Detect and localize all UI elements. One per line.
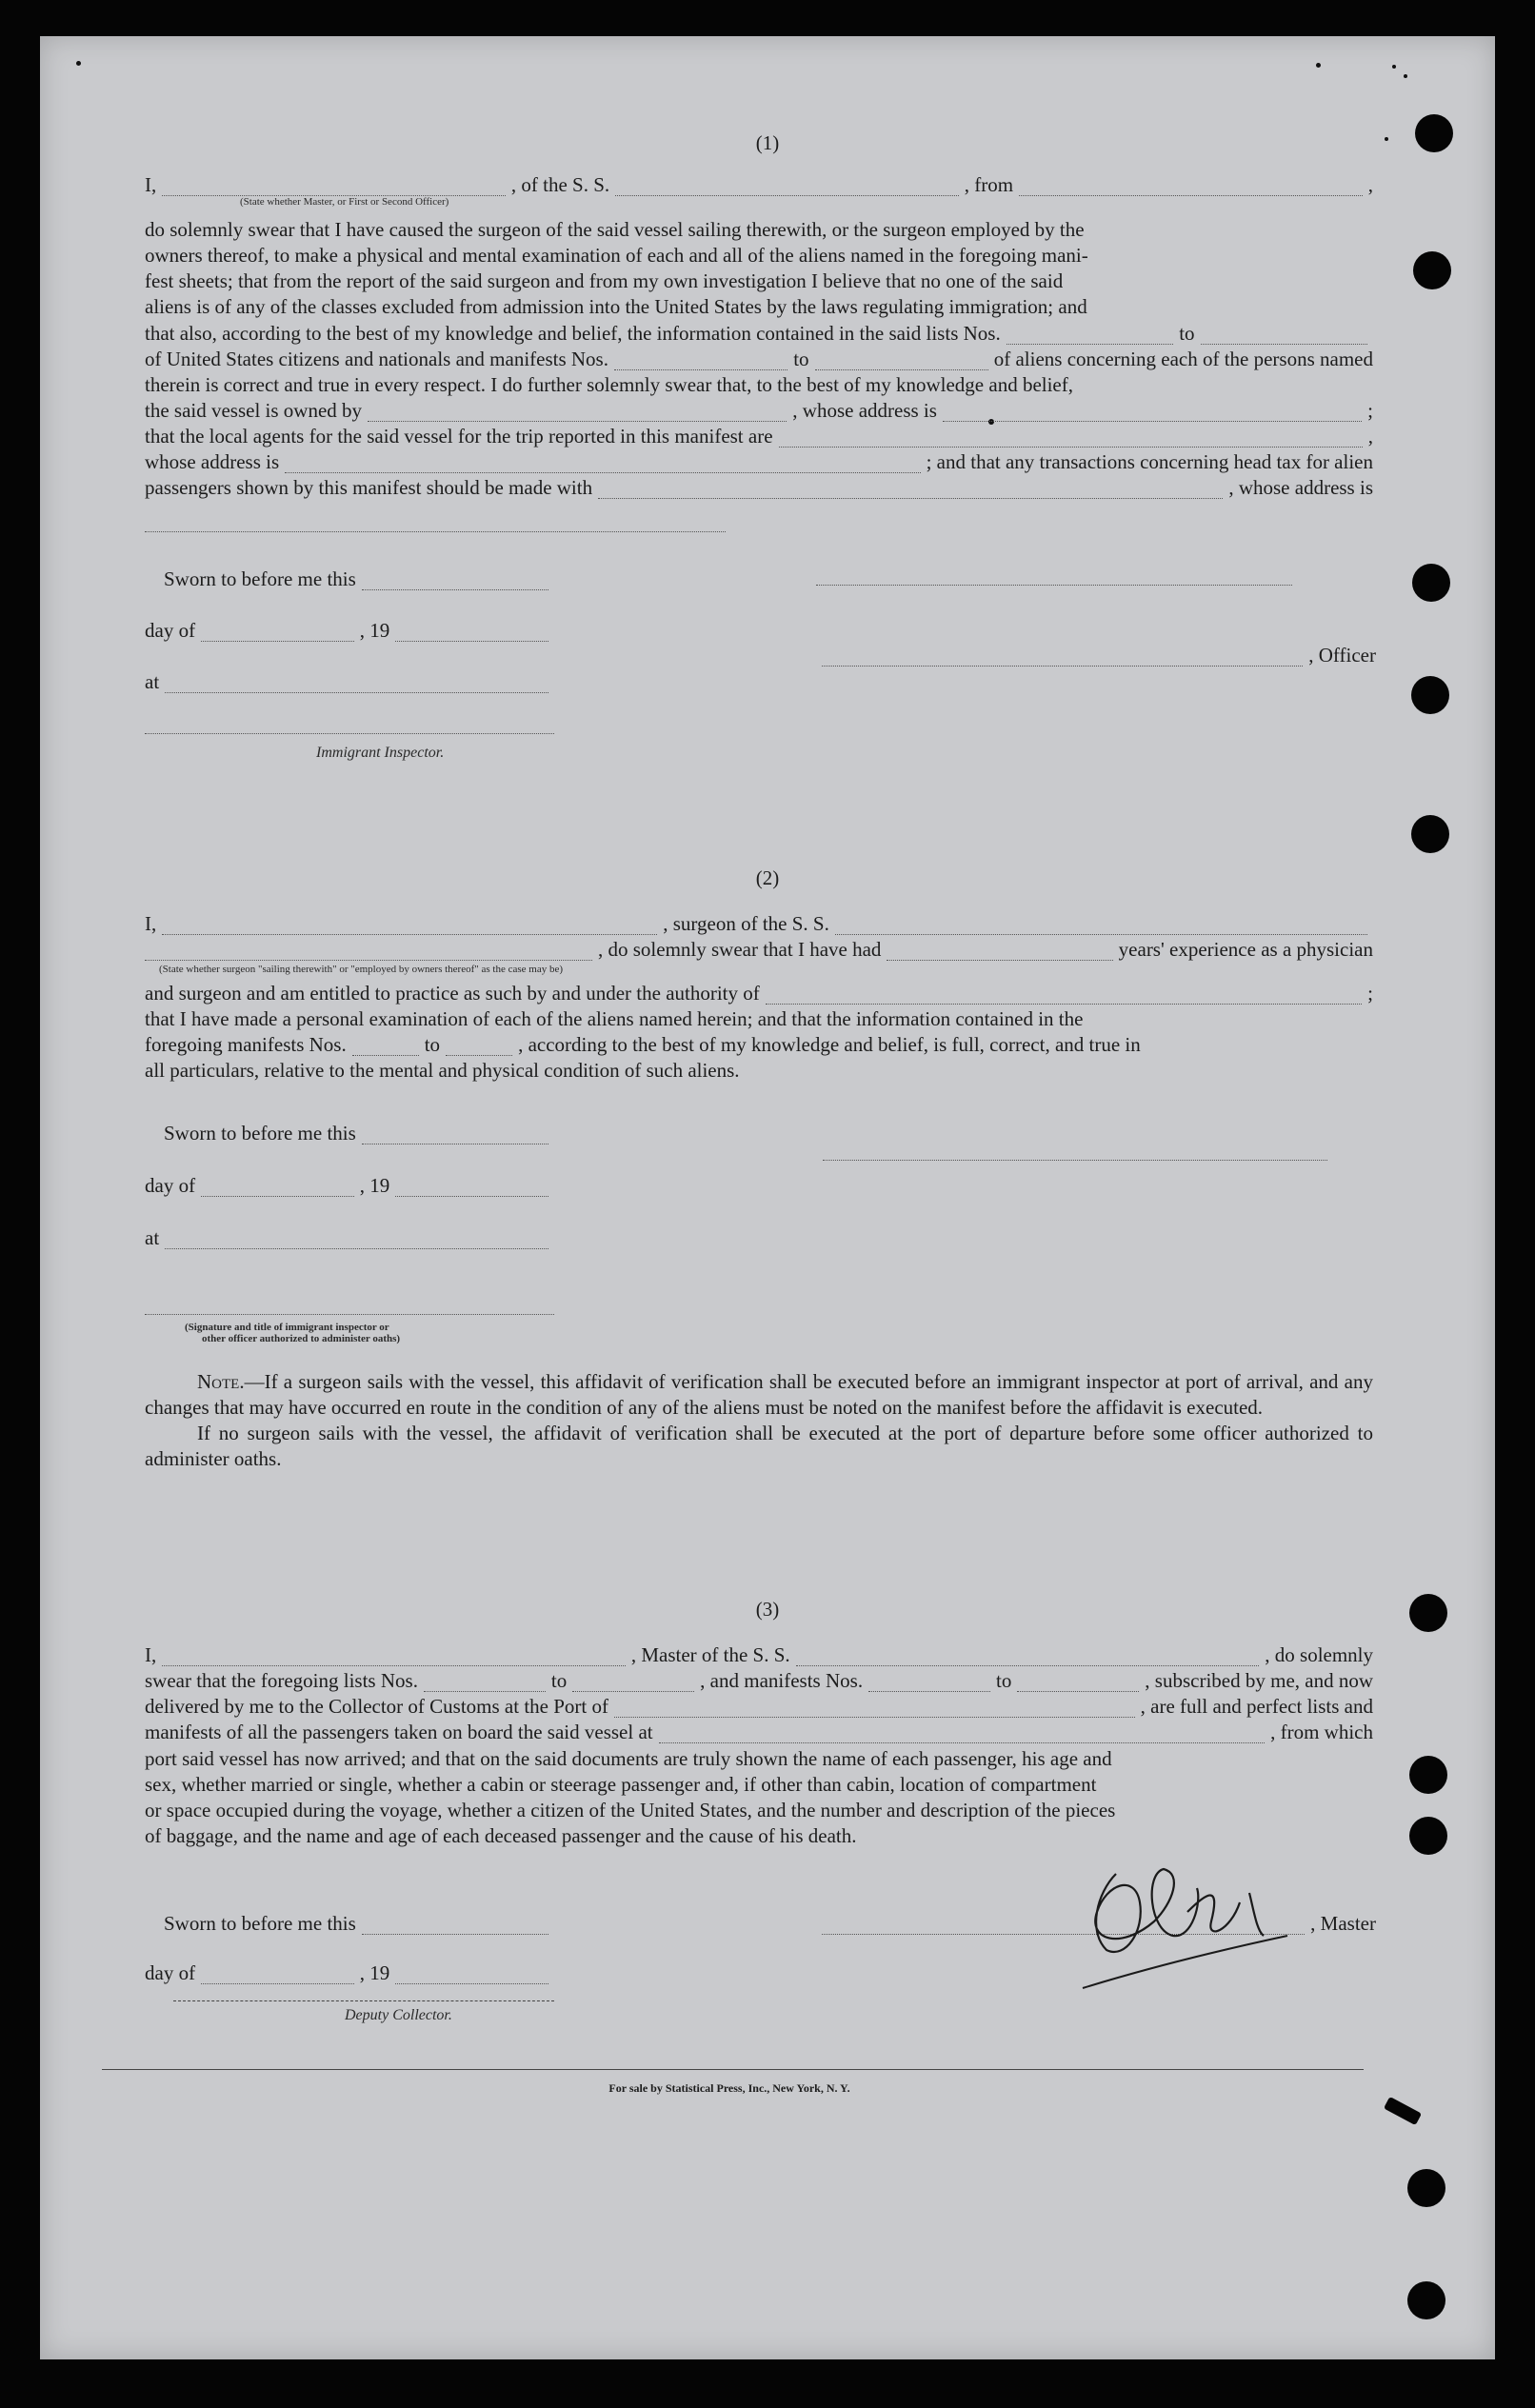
s3-l3b: , are full and perfect lists and: [1140, 1695, 1373, 1718]
section-1-heading: (1): [755, 131, 780, 154]
s2-l1b: , surgeon of the S. S.: [663, 912, 829, 935]
s2-l2b: years' experience as a physician: [1118, 938, 1373, 961]
s1-hint: (State whether Master, or First or Second Officer): [240, 196, 449, 208]
local-agents-field[interactable]: [779, 447, 1363, 448]
s3-line-1: [145, 1643, 1373, 1672]
s2-l4: that I have made a personal examination of each of the aliens named herein; and that the information contained in the: [145, 1007, 1084, 1030]
s3-vessel-field[interactable]: [796, 1665, 1260, 1666]
s3-l4b: , from which: [1270, 1721, 1373, 1743]
footer-publisher: For sale by Statistical Press, Inc., New York, N. Y.: [608, 2081, 850, 2095]
boarding-port-field[interactable]: [659, 1742, 1266, 1743]
s1-line-5: [145, 322, 1373, 350]
s1-year: , 19: [359, 619, 390, 642]
owner-field[interactable]: [368, 421, 787, 422]
s2-day-row: [145, 1174, 554, 1203]
s3-manifests-to-field[interactable]: [1017, 1691, 1139, 1692]
s3-day-field[interactable]: [201, 1983, 354, 1984]
s3-l1c: , do solemnly: [1265, 1643, 1374, 1666]
s1-line-9: [145, 425, 1373, 453]
s3-l4a: manifests of all the passengers taken on board the said vessel at: [145, 1721, 653, 1743]
s1-l5b: to: [1179, 322, 1195, 345]
lists-no-from-field[interactable]: [1007, 344, 1173, 345]
s2-sig-hint-1: (Signature and title of immigrant inspector or: [185, 1322, 389, 1333]
s3-manifests-from-field[interactable]: [868, 1691, 990, 1692]
collector-port-field[interactable]: [614, 1717, 1135, 1718]
s3-line-3: [145, 1695, 1373, 1723]
s3-l5: port said vessel has now arrived; and that on the said documents are truly shown the name of each passenger, his age and: [145, 1747, 1112, 1770]
s3-i: I,: [145, 1643, 157, 1666]
s1-line-8: [145, 399, 1373, 428]
head-tax-contact-field[interactable]: [598, 498, 1223, 499]
s1-officer: , Officer: [1308, 644, 1376, 667]
s3-line-4: [145, 1721, 1373, 1749]
s1-of-ss: , of the S. S.: [510, 173, 610, 196]
s2-at: at: [145, 1226, 160, 1249]
s3-l2e: , subscribed by me, and now: [1145, 1669, 1374, 1692]
s2-line-1: [145, 912, 1373, 941]
s2-day-of: day of: [145, 1174, 196, 1197]
inspector-signature-line[interactable]: [145, 733, 554, 734]
s1-day-of: day of: [145, 619, 196, 642]
punch-hole: [1409, 1756, 1447, 1794]
s1-at: at: [145, 670, 160, 693]
s1-i: I,: [145, 173, 157, 196]
punch-hole: [1407, 2281, 1445, 2319]
s2-l3b: ;: [1367, 982, 1373, 1005]
s2-line-4: [145, 1007, 1373, 1036]
s3-l2c: , and manifests Nos.: [700, 1669, 864, 1692]
s1-l10a: whose address is: [145, 450, 280, 473]
manifests-no-from-field[interactable]: [614, 369, 787, 370]
s2-line-5: [145, 1033, 1373, 1062]
s3-deputy-label: Deputy Collector.: [345, 2007, 452, 2023]
s2-l6: all particulars, relative to the mental and physical condition of such aliens.: [145, 1059, 740, 1082]
s1-para-line: aliens is of any of the classes excluded from admission into the United States by the laws regulating immigration; and: [145, 295, 1087, 318]
s1-l5a: that also, according to the best of my knowledge and belief, the information contained in the said lists Nos.: [145, 322, 1001, 345]
section-2-heading: (2): [755, 866, 780, 889]
s1-at-row: [145, 670, 554, 699]
s2-year: , 19: [359, 1174, 390, 1197]
head-tax-address-field[interactable]: [145, 531, 726, 532]
surgeon-signature-line[interactable]: [823, 1160, 1327, 1161]
speck: [1404, 74, 1407, 78]
s1-l9b: ,: [1367, 425, 1373, 448]
s1-para-line: do solemnly swear that I have caused the surgeon of the said vessel sailing therewith, or the surgeon employed by the: [145, 218, 1085, 241]
s2-line-6: [145, 1059, 1373, 1087]
s2-hint: (State whether surgeon "sailing therewith" or "employed by owners thereof" as the case may be): [159, 964, 564, 975]
s2-manifest-to-field[interactable]: [446, 1055, 512, 1056]
s3-day-of: day of: [145, 1961, 196, 1984]
master-signature-handwriting: [1030, 1836, 1316, 2007]
s2-l3a: and surgeon and am entitled to practice as such by and under the authority of: [145, 982, 760, 1005]
s2-sworn: Sworn to before me this: [164, 1122, 356, 1144]
manifests-no-to-field[interactable]: [815, 369, 988, 370]
deputy-signature-line[interactable]: [173, 2000, 554, 2001]
s3-year: , 19: [359, 1961, 390, 1984]
surgeon-status-field[interactable]: [145, 960, 592, 961]
s3-l2b: to: [550, 1669, 568, 1692]
s1-l6b: to: [793, 348, 809, 370]
footer-rule: [102, 2069, 1364, 2070]
s2-inspector-signature-line[interactable]: [145, 1314, 554, 1315]
agents-address-field[interactable]: [285, 472, 920, 473]
s3-year-field[interactable]: [395, 1983, 548, 1984]
s3-l1b: , Master of the S. S.: [630, 1643, 790, 1666]
punch-hole: [1409, 1817, 1447, 1855]
s1-l6a: of United States citizens and nationals and manifests Nos.: [145, 348, 608, 370]
s1-para-line: fest sheets; that from the report of the said surgeon and from my own investigation I believe that no one of the said: [145, 269, 1064, 292]
s1-sworn-row: [164, 567, 554, 596]
speck: [76, 61, 81, 66]
s1-l7: therein is correct and true in every respect. I do further solemnly swear that, to the best of my knowledge and belief,: [145, 373, 1073, 396]
s2-l2a: , do solemnly swear that I have had: [598, 938, 882, 961]
s1-line-7: [145, 373, 1373, 402]
s3-lists-from-field[interactable]: [424, 1691, 546, 1692]
s1-line-6: [145, 348, 1373, 376]
s1-day-row: [145, 619, 554, 647]
note-label: Note.: [197, 1370, 245, 1393]
s2-line-3: [145, 982, 1373, 1010]
s1-l11b: , whose address is: [1228, 476, 1373, 499]
s3-master: , Master: [1310, 1912, 1376, 1935]
s2-note: [145, 1369, 1373, 1472]
authority-field[interactable]: [766, 1004, 1362, 1005]
s2-line-2: [145, 938, 1373, 966]
s1-signature-line[interactable]: [816, 585, 1292, 586]
punch-hole: [1411, 815, 1449, 853]
s1-paragraph: [145, 217, 1373, 320]
vessel-name-field[interactable]: [615, 195, 959, 196]
s1-l8b: , whose address is: [792, 399, 937, 422]
s3-l6: sex, whether married or single, whether a cabin or steerage passenger and, if other than cabin, location of compartment: [145, 1773, 1097, 1796]
s2-l5c: , according to the best of my knowledge and belief, is full, correct, and true in: [518, 1033, 1141, 1056]
surgeon-name-field[interactable]: [162, 934, 657, 935]
s1-l11a: passengers shown by this manifest should be made with: [145, 476, 593, 499]
s2-l5b: to: [424, 1033, 441, 1056]
s1-from: , from: [964, 173, 1014, 196]
s2-at-row: [145, 1226, 554, 1255]
s1-para-line: owners thereof, to make a physical and mental examination of each and all of the aliens named in the foregoing mani-: [145, 244, 1088, 267]
s1-l10b: ; and that any transactions concerning head tax for alien: [926, 450, 1373, 473]
s1-end-comma: ,: [1367, 173, 1374, 196]
manifest-verification-page: [40, 36, 1495, 2359]
s1-sworn: Sworn to before me this: [164, 567, 356, 590]
years-experience-field[interactable]: [887, 960, 1112, 961]
s2-i: I,: [145, 912, 157, 935]
s3-sworn: Sworn to before me this: [164, 1912, 356, 1935]
from-port-field[interactable]: [1019, 195, 1363, 196]
s2-at-field[interactable]: [165, 1248, 548, 1249]
note-2: If no surgeon sails with the vessel, the affidavit of verification shall be executed at the port of departure before some officer authorized to administer oaths.: [145, 1422, 1373, 1470]
s2-year-field[interactable]: [395, 1196, 548, 1197]
s3-day-row: [145, 1961, 554, 1990]
s2-sworn-row: [164, 1122, 554, 1150]
s3-sworn-row: [164, 1912, 554, 1940]
s3-lists-to-field[interactable]: [572, 1691, 694, 1692]
s1-l9a: that the local agents for the said vessel for the trip reported in this manifest are: [145, 425, 773, 448]
s3-l8: of baggage, and the name and age of each deceased passenger and the cause of his death.: [145, 1824, 857, 1847]
s3-sworn-date-field[interactable]: [362, 1934, 548, 1935]
s1-line-10: [145, 450, 1373, 479]
s1-l6c: of aliens concerning each of the persons named: [993, 348, 1373, 370]
s1-officer-row: [816, 644, 1376, 672]
s3-l7: or space occupied during the voyage, whether a citizen of the United States, and the number and description of the pieces: [145, 1799, 1116, 1821]
s3-master-name-field[interactable]: [162, 1665, 626, 1666]
punch-hole: [1412, 564, 1450, 602]
s1-line-11: [145, 476, 1373, 505]
section-3-heading: (3): [755, 1598, 780, 1621]
s1-inspector-label: Immigrant Inspector.: [316, 745, 445, 761]
owner-address-field[interactable]: [943, 421, 1362, 422]
lists-no-to-field[interactable]: [1201, 344, 1367, 345]
s1-l8c: ;: [1367, 399, 1374, 422]
s2-l5a: foregoing manifests Nos.: [145, 1033, 347, 1056]
s2-sig-hint-2: other officer authorized to administer oaths): [202, 1333, 401, 1344]
s1-l8a: the said vessel is owned by: [145, 399, 363, 422]
s2-day-field[interactable]: [201, 1196, 354, 1197]
officer-signature-field[interactable]: [822, 666, 1303, 667]
s3-l2a: swear that the foregoing lists Nos.: [145, 1669, 418, 1692]
speck: [1392, 65, 1396, 69]
s1-sworn-date-field[interactable]: [362, 589, 548, 590]
s2-vessel-field[interactable]: [835, 934, 1367, 935]
s1-day-field[interactable]: [201, 641, 354, 642]
punch-hole: [1411, 676, 1449, 714]
s3-l2d: to: [996, 1669, 1012, 1692]
speck: [1316, 63, 1321, 68]
s3-l3a: delivered by me to the Collector of Customs at the Port of: [145, 1695, 608, 1718]
note-text: —If a surgeon sails with the vessel, this affidavit of verification shall be executed before an immigrant inspector at port of arrival, and any changes that may have occurred en route in the condition of any of the aliens must be noted on the manifest before the affidavit is executed.: [145, 1370, 1373, 1419]
s3-line-2: [145, 1669, 1373, 1698]
torn-corner-mark: [1384, 2097, 1422, 2125]
punch-hole: [1407, 2169, 1445, 2207]
punch-hole: [1413, 251, 1451, 289]
s2-manifest-from-field[interactable]: [352, 1055, 419, 1056]
s1-at-field[interactable]: [165, 692, 548, 693]
s1-year-field[interactable]: [395, 641, 548, 642]
s3-paragraph: [145, 1746, 1373, 1849]
